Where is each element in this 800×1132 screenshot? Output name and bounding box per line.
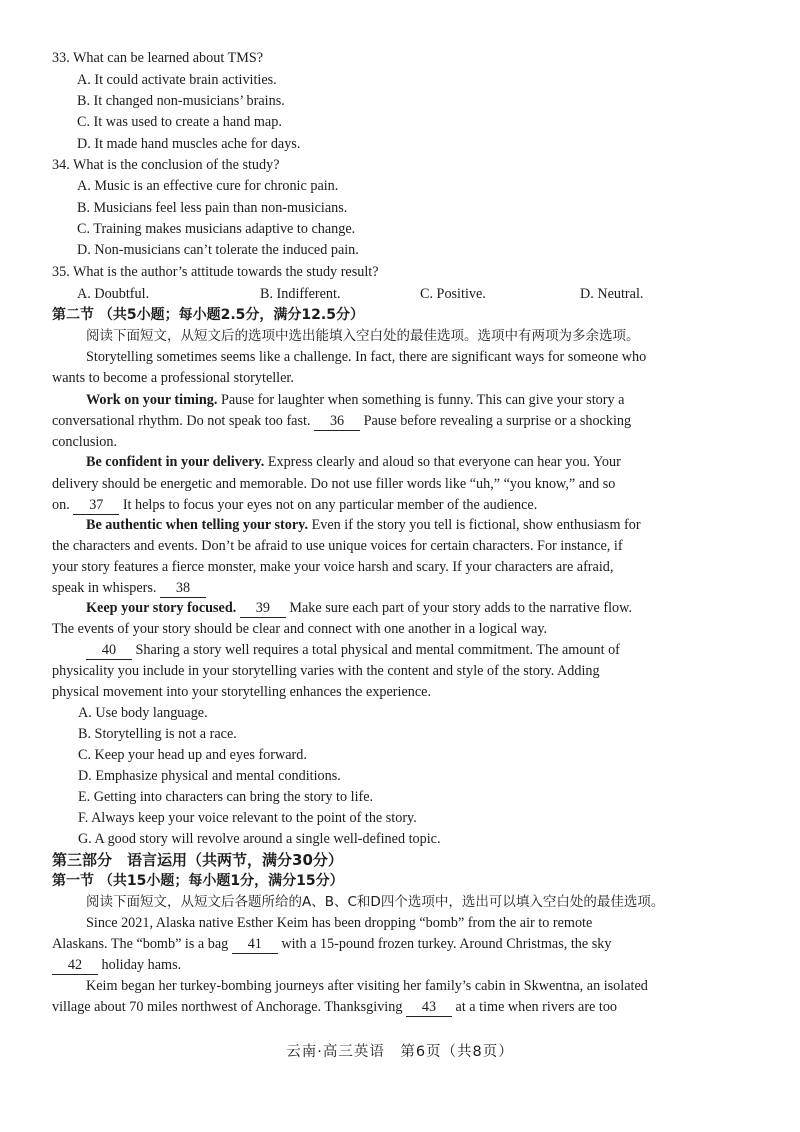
paragraph-focused-heading: Keep your story focused. (86, 600, 237, 616)
paragraph-authentic-heading: Be authentic when telling your story. (86, 517, 309, 533)
paragraph-authentic-line-4: speak in whispers. 38 (52, 578, 206, 598)
paragraph-confident-line-2: delivery should be energetic and memorable. Do not use filler words like “uh,” “you know,” and so (52, 476, 616, 492)
blank-43[interactable]: 43 (406, 999, 452, 1017)
paragraph-focused-line-2: The events of your story should be clear and connect with one another in a logical way. (52, 621, 548, 637)
paragraph-physical-line-3: physical movement into your storytelling enhances the experience. (52, 684, 432, 700)
choice-f: F. Always keep your voice relevant to the point of the story. (78, 810, 417, 826)
paragraph-confident-line-1: Be confident in your delivery. Express clearly and aloud so that everyone can hear you. Your (86, 454, 621, 470)
paragraph-confident-heading: Be confident in your delivery. (86, 454, 265, 470)
question-34-option-a: A. Music is an effective cure for chronic pain. (77, 178, 339, 194)
passage-line-1: Since 2021, Alaska native Esther Keim has been dropping “bomb” from the air to remote (86, 915, 593, 931)
blank-36[interactable]: 36 (314, 413, 360, 431)
part-3-heading: 第三部分 语言运用（共两节，满分30分） (52, 851, 343, 869)
choice-e: E. Getting into characters can bring the story to life. (78, 789, 374, 805)
question-34-option-c: C. Training makes musicians adaptive to change. (77, 221, 356, 237)
paragraph-focused-line-1: Keep your story focused. 39 Make sure each part of your story adds to the narrative flow. (86, 600, 632, 616)
question-33-option-b: B. It changed non-musicians’ brains. (77, 93, 285, 109)
passage-line-5: village about 70 miles northwest of Anchorage. Thanksgiving 43 at a time when rivers are too (52, 999, 618, 1015)
passage-line-2: Alaskans. The “bomb” is a bag 41 with a 15-pound frozen turkey. Around Christmas, the sky (52, 936, 612, 952)
part-3-sub-heading: 第一节 （共15小题；每小题1分，满分15分） (52, 873, 344, 889)
blank-38[interactable]: 38 (160, 580, 206, 598)
blank-39[interactable]: 39 (240, 600, 286, 618)
paragraph-confident-line-3: on. 37 It helps to focus your eyes not on any particular member of the audience. (52, 497, 538, 513)
paragraph-timing-line-1: Work on your timing. Pause for laughter when something is funny. This can give your story a (86, 392, 625, 408)
question-35-option-b: B. Indifferent. (260, 286, 341, 302)
question-35-option-a: A. Doubtful. (77, 286, 150, 302)
intro-line-2: wants to become a professional storyteller. (52, 370, 294, 386)
question-35-option-d: D. Neutral. (580, 286, 644, 302)
paragraph-authentic-line-3: your story features a fierce monster, make your voice harsh and scary. If your characters are afraid, (52, 559, 614, 575)
choice-d: D. Emphasize physical and mental conditions. (78, 768, 341, 784)
blank-41[interactable]: 41 (232, 936, 278, 954)
paragraph-authentic-line-2: the characters and events. Don’t be afraid to use unique voices for certain characters. For instance, if (52, 538, 623, 554)
question-34-option-b: B. Musicians feel less pain than non-musicians. (77, 200, 348, 216)
question-34-stem: 34. What is the conclusion of the study? (52, 157, 280, 173)
section-2-instruction: 阅读下面短文，从短文后的选项中选出能填入空白处的最佳选项。选项中有两项为多余选项。 (86, 328, 640, 344)
question-33-option-c: C. It was used to create a hand map. (77, 114, 282, 130)
intro-line-1: Storytelling sometimes seems like a challenge. In fact, there are significant ways for someone who (86, 349, 647, 365)
blank-40[interactable]: 40 (86, 642, 132, 660)
question-33-option-a: A. It could activate brain activities. (77, 72, 277, 88)
choice-c: C. Keep your head up and eyes forward. (78, 747, 307, 763)
paragraph-timing-line-2: conversational rhythm. Do not speak too fast. 36 Pause before revealing a surprise or a shocking (52, 413, 632, 429)
question-33-stem: 33. What can be learned about TMS? (52, 50, 264, 66)
paragraph-authentic-line-1: Be authentic when telling your story. Even if the story you tell is fictional, show enthusiasm for (86, 517, 641, 533)
page-footer: 云南·高三英语 第6页（共8页） (286, 1044, 514, 1060)
paragraph-timing-heading: Work on your timing. (86, 392, 218, 408)
passage-line-4: Keim began her turkey-bombing journeys after visiting her family’s cabin in Skwentna, an isolated (86, 978, 648, 994)
passage-line-3: 42 holiday hams. (52, 955, 181, 975)
question-33-option-d: D. It made hand muscles ache for days. (77, 136, 301, 152)
choice-g: G. A good story will revolve around a single well-defined topic. (78, 831, 441, 847)
paragraph-physical-line-1: 40 Sharing a story well requires a total physical and mental commitment. The amount of (86, 640, 620, 660)
question-35-stem: 35. What is the author’s attitude towards the study result? (52, 264, 379, 280)
choice-a: A. Use body language. (78, 705, 208, 721)
question-35-option-c: C. Positive. (420, 286, 486, 302)
paragraph-timing-line-3: conclusion. (52, 434, 118, 450)
blank-37[interactable]: 37 (73, 497, 119, 515)
paragraph-physical-line-2: physicality you include in your storytelling varies with the content and style of the story. Adding (52, 663, 600, 679)
section-2-heading: 第二节 （共5小题；每小题2.5分，满分12.5分） (52, 307, 364, 323)
part-3-instruction: 阅读下面短文，从短文后各题所给的A、B、C和D四个选项中，选出可以填入空白处的最佳选项。 (86, 894, 665, 910)
choice-b: B. Storytelling is not a race. (78, 726, 237, 742)
question-34-option-d: D. Non-musicians can’t tolerate the induced pain. (77, 242, 359, 258)
blank-42[interactable]: 42 (52, 957, 98, 975)
